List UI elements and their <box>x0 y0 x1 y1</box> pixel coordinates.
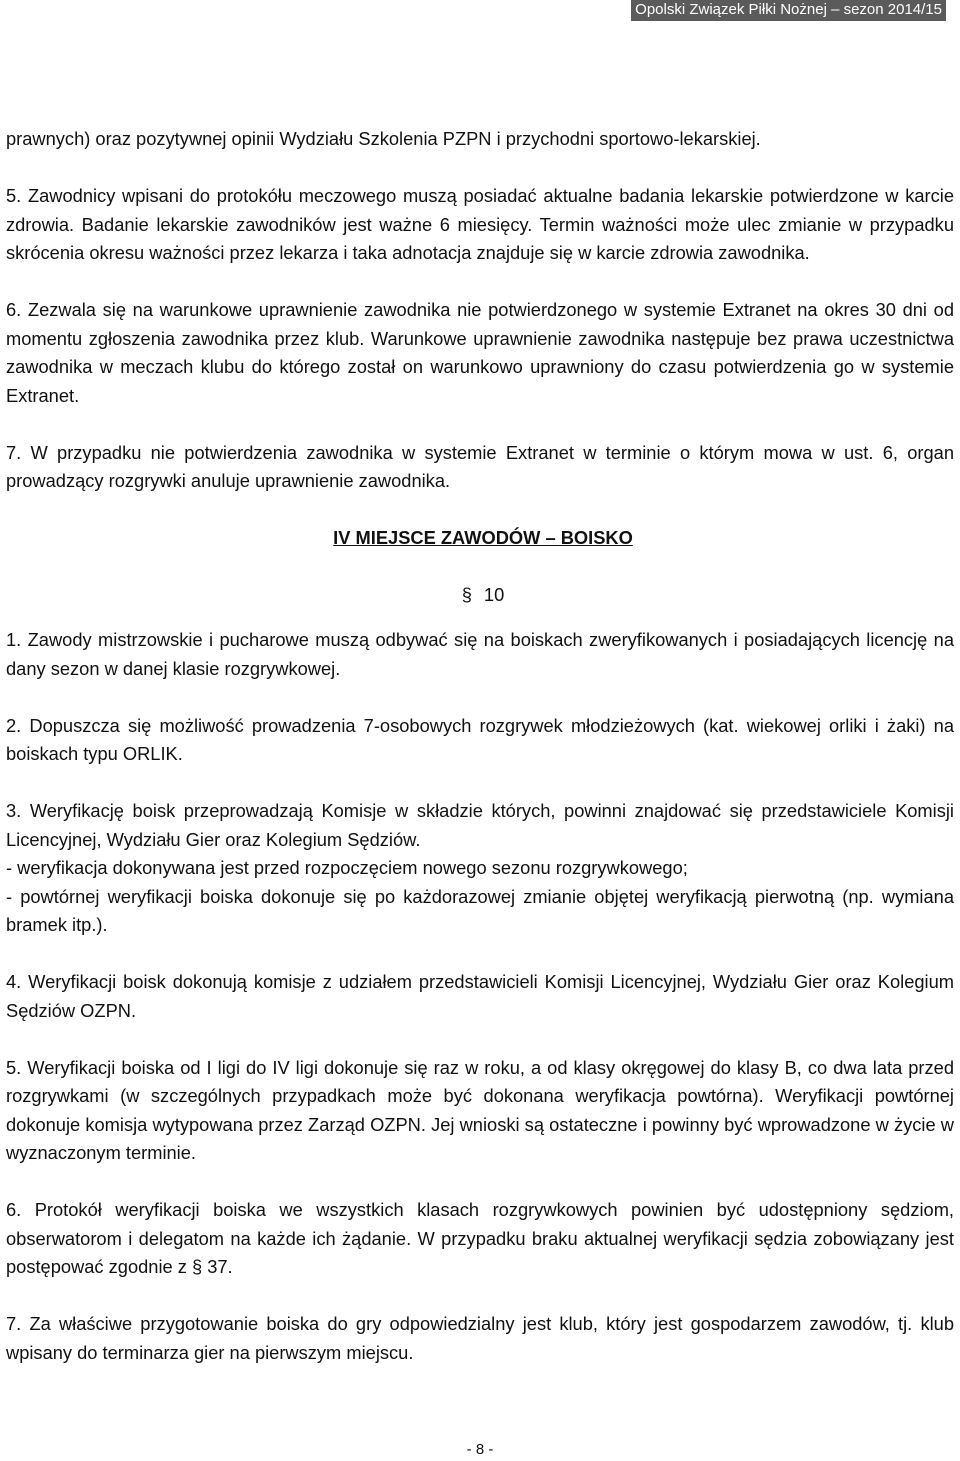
section-symbol: § <box>461 583 472 605</box>
section-number: 10 <box>483 583 505 605</box>
section-heading: IV MIEJSCE ZAWODÓW – BOISKO <box>333 527 633 548</box>
page-number: - 8 - <box>466 1441 494 1458</box>
paragraph-continuation: prawnych) oraz pozytywnej opinii Wydziału Szkolenia PZPN i przychodni sportowo-lekarskiej. <box>6 128 761 149</box>
section-paragraph-number <box>6 581 954 610</box>
paragraph-3-verification: 3. Weryfikację boisk przeprowadzają Komisje w składzie których, powinni znajdować się przedstawiciele Komisji Licencyjnej, Wydziału Gier oraz Kolegium Sędziów. <box>6 800 954 850</box>
header-title: Opolski Związek Piłki Nożnej – sezon 2014/15 <box>631 0 946 21</box>
paragraph-2-orlik: 2. Dopuszcza się możliwość prowadzenia 7-osobowych rozgrywek młodzieżowych (kat. wiekowej orliki i żaki) na boiskach typu ORLIK. <box>6 714 954 764</box>
paragraph-3-item-b: - powtórnej weryfikacji boiska dokonuje się po każdorazowej zmianie objętej weryfikacją pierwotną (np. wymiana bramek itp.). <box>6 885 954 935</box>
paragraph-3-item-a: - weryfikacja dokonywana jest przed rozpoczęciem nowego sezonu rozgrywkowego; <box>6 857 688 878</box>
page-header <box>0 0 960 24</box>
paragraph-1-venues: 1. Zawody mistrzowskie i pucharowe muszą odbywać się na boiskach zweryfikowanych i posiadających licencję na dany sezon w danej klasie rozgrywkowej. <box>6 629 954 679</box>
document-body <box>6 125 954 1367</box>
paragraph-7-annulment: 7. W przypadku nie potwierdzenia zawodnika w systemie Extranet w terminie o którym mowa w ust. 6, organ prowadzący rozgrywki anuluje uprawnienie zawodnika. <box>6 441 954 491</box>
paragraph-5-frequency: 5. Weryfikacji boiska od I ligi do IV ligi dokonuje się raz w roku, a od klasy okręgowej do klasy B, co dwa lata przed rozgrywkami (w szczególnych przypadkach może być dokonana weryfikacja powtórna). Weryfikacji powtórnej dokonuje komisja wytypowana przez Zarząd OZPN. Jej wnioski są ostateczne i powinny być wprowadzone w życie w wyznaczonym terminie. <box>6 1056 954 1163</box>
paragraph-6-protocol: 6. Protokół weryfikacji boiska we wszystkich klasach rozgrywkowych powinien być udostępniony sędziom, obserwatorom i delegatom na każde ich żądanie. W przypadku braku aktualnej weryfikacji sędzia zobowiązany jest postępować zgodnie z § 37. <box>6 1199 954 1277</box>
paragraph-5-medical: 5. Zawodnicy wpisani do protokółu meczowego muszą posiadać aktualne badania lekarskie potwierdzone w karcie zdrowia. Badanie lekarskie zawodników jest ważne 6 miesięcy. Termin ważności może ulec zmianie w przypadku skrócenia okresu ważności przez lekarza i taka adnotacja znajduje się w karcie zdrowia zawodnika. <box>6 185 954 263</box>
paragraph-4-commissions: 4. Weryfikacji boisk dokonują komisje z udziałem przedstawicieli Komisji Licencyjnej, Wydziału Gier oraz Kolegium Sędziów OZPN. <box>6 971 954 1021</box>
paragraph-6-conditional: 6. Zezwala się na warunkowe uprawnienie zawodnika nie potwierdzonego w systemie Extranet na okres 30 dni od momentu zgłoszenia zawodnika przez klub. Warunkowe uprawnienie zawodnika następuje bez prawa uczestnictwa zawodnika w meczach klubu do którego został on warunkowo uprawniony do czasu potwierdzenia go w systemie Extranet. <box>6 299 954 406</box>
paragraph-7-preparation: 7. Za właściwe przygotowanie boiska do gry odpowiedzialny jest klub, który jest gospodarzem zawodów, tj. klub wpisany do terminarza gier na pierwszym miejscu. <box>6 1313 954 1363</box>
